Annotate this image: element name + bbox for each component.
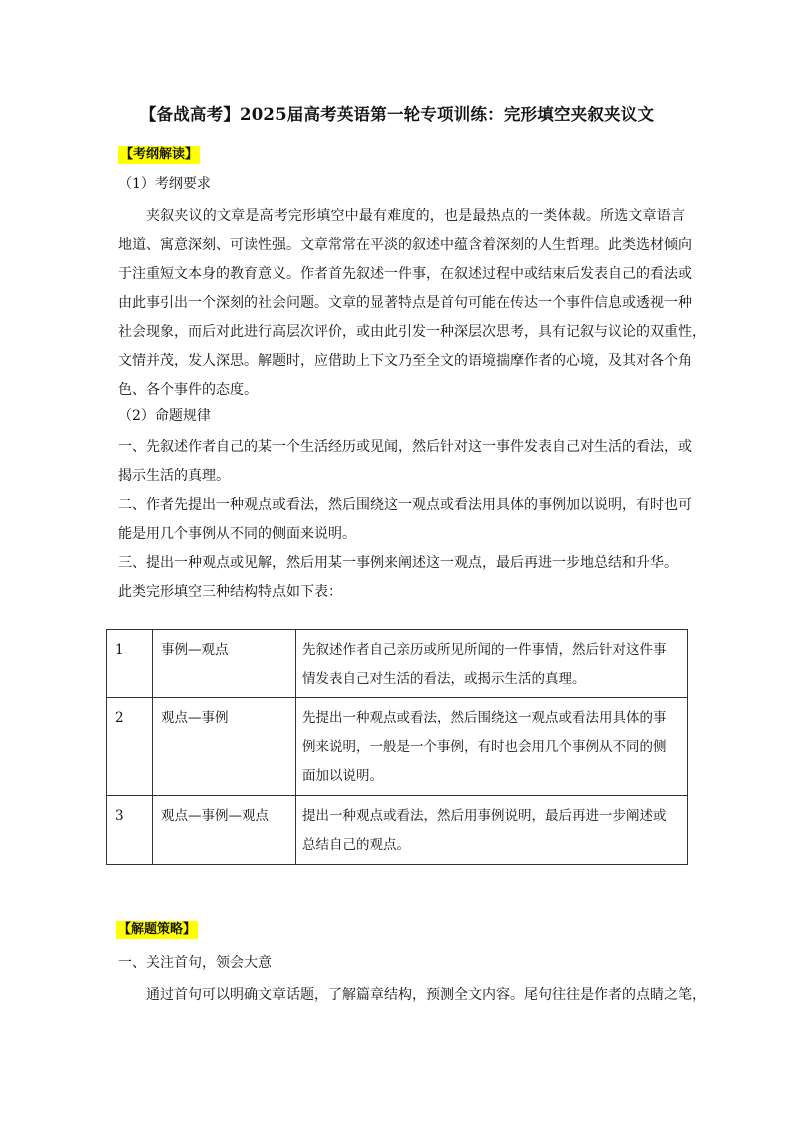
description-line: 提出一种观点或看法，然后用事例说明，最后再进一步阐述或 [302, 808, 667, 824]
pattern-line: 揭示生活的真理。 [118, 468, 230, 484]
structure-description [296, 630, 688, 698]
structure-description [296, 698, 688, 796]
outline-requirement-heading: （1）考纲要求 [118, 176, 211, 192]
structure-description [296, 796, 688, 865]
outline-paragraph-line: 色、各个事件的态度。 [118, 382, 258, 398]
strategy-paragraph-line: 通过首句可以明确文章话题，了解篇章结构，预测全文内容。尾句往往是作者的点睛之笔， [146, 987, 706, 1003]
description-line: 面加以说明。 [302, 768, 383, 784]
document-title: 【备战高考】2025届高考英语第一轮专项训练：完形填空夹叙夹议文 [139, 105, 655, 124]
outline-paragraph-line: 于注重短文本身的教育意义。作者首先叙述一件事，在叙述过程中或结束后发表自己的看法或 [118, 266, 692, 282]
structure-type: 事例—观点 [153, 630, 296, 698]
structure-type: 观点—事例 [153, 698, 296, 796]
table-row [107, 796, 688, 865]
pattern-heading: （2）命题规律 [118, 408, 211, 424]
outline-paragraph-line: 由此事引出一个深刻的社会问题。文章的显著特点是首句可能在传达一个事件信息或透视一种 [118, 295, 692, 311]
row-number: 1 [107, 630, 153, 698]
description-line: 先提出一种观点或看法，然后围绕这一观点或看法用具体的事 [302, 710, 667, 726]
description-line: 先叙述作者自己亲历或所见所闻的一件事情，然后针对这件事 [302, 642, 667, 658]
outline-paragraph-line: 地道、寓意深刻、可读性强。文章常常在平淡的叙述中蕴含着深刻的人生哲理。此类选材倾向 [118, 237, 692, 253]
description-line: 例来说明，一般是一个事例，有时也会用几个事例从不同的侧 [302, 739, 667, 755]
table-row [107, 630, 688, 698]
table-row [107, 698, 688, 796]
strategy-item-heading: 一、关注首句，领会大意 [118, 955, 272, 971]
pattern-line: 此类完形填空三种结构特点如下表： [118, 584, 342, 600]
outline-paragraph-line: 文情并茂，发人深思。解题时，应借助上下文乃至全文的语境揣摩作者的心境，及其对各个角 [118, 353, 692, 369]
outline-tag: 【考纲解读】 [120, 147, 199, 162]
pattern-line: 三、提出一种观点或见解，然后用某一事例来阐述这一观点，最后再进一步地总结和升华。 [118, 555, 678, 571]
outline-paragraph-line: 社会现象，而后对此进行高层次评价，或由此引发一种深层次思考，具有记叙与议论的双重性， [118, 324, 706, 340]
description-line: 情发表自己对生活的看法，或揭示生活的真理。 [302, 671, 586, 687]
outline-paragraph-line: 夹叙夹议的文章是高考完形填空中最有难度的，也是最热点的一类体裁。所选文章语言 [146, 208, 685, 224]
structure-table [106, 629, 688, 865]
pattern-line: 二、作者先提出一种观点或看法，然后围绕这一观点或看法用具体的事例加以说明，有时也可 [118, 497, 692, 513]
description-line: 总结自己的观点。 [302, 837, 410, 853]
strategy-tag: 【解题策略】 [118, 922, 197, 937]
structure-type: 观点—事例—观点 [153, 796, 296, 865]
pattern-line: 能是用几个事例从不同的侧面来说明。 [118, 526, 356, 542]
pattern-line: 一、先叙述作者自己的某一个生活经历或见闻，然后针对这一事件发表自己对生活的看法，或 [118, 439, 692, 455]
row-number: 3 [107, 796, 153, 865]
row-number: 2 [107, 698, 153, 796]
